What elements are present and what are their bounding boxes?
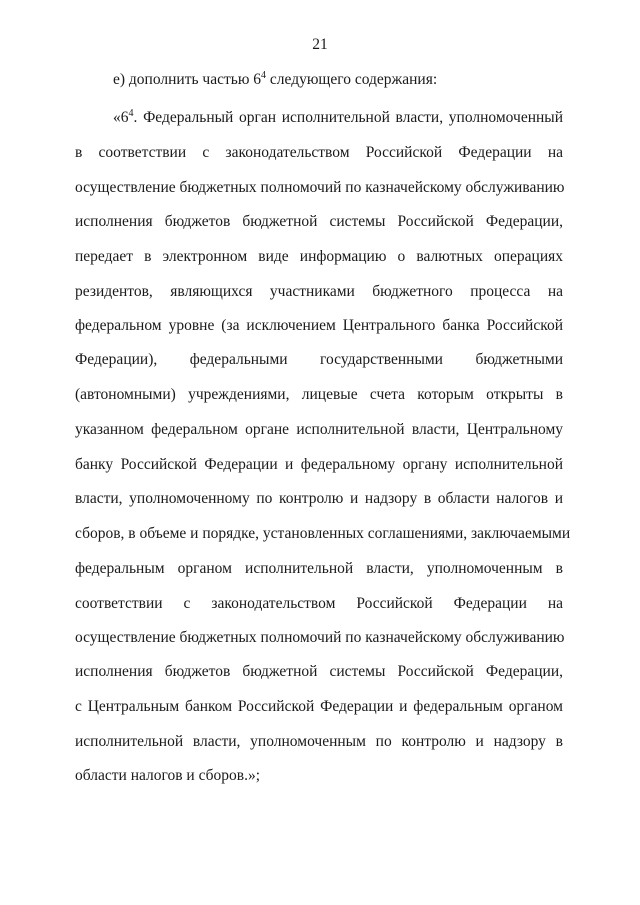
- paragraph-line: исполнительной власти, уполномоченным по контролю и надзору в: [75, 733, 563, 750]
- amendment-intro-text-end: следующего содержания:: [266, 71, 438, 88]
- paragraph-line: указанном федеральном органе исполнительной власти, Центральному: [75, 421, 563, 438]
- paragraph-first-line: [113, 108, 563, 128]
- paragraph-first-line-text: . Федеральный орган исполнительной власти, уполномоченный: [133, 109, 563, 126]
- paragraph-line: федеральным органом исполнительной власти, уполномоченным в: [75, 560, 563, 577]
- paragraph-line: банку Российской Федерации и федеральному органу исполнительной: [75, 456, 563, 473]
- paragraph-line: соответствии с законодательством Российской Федерации на: [75, 595, 563, 612]
- amendment-intro-text: е) дополнить частью 6: [113, 71, 262, 88]
- paragraph-line: осуществление бюджетных полномочий по казначейскому обслуживанию: [75, 629, 565, 646]
- paragraph-line: исполнения бюджетов бюджетной системы Российской Федерации,: [75, 213, 563, 230]
- page-number: 21: [312, 36, 328, 53]
- paragraph-line: осуществление бюджетных полномочий по казначейскому обслуживанию: [75, 179, 565, 196]
- paragraph-line: с Центральным банком Российской Федерации и федеральным органом: [75, 698, 563, 715]
- amendment-intro-superscript: 4: [261, 69, 267, 81]
- paragraph-line: исполнения бюджетов бюджетной системы Российской Федерации,: [75, 663, 563, 680]
- paragraph-first-line-open: «6: [113, 109, 129, 126]
- paragraph-line: федеральном уровне (за исключением Центрального банка Российской: [75, 317, 563, 334]
- paragraph-line: власти, уполномоченному по контролю и надзору в области налогов и: [75, 490, 563, 507]
- amendment-intro: [113, 70, 563, 90]
- paragraph-line: (автономными) учреждениями, лицевые счета которым открыты в: [75, 386, 563, 403]
- paragraph-line: в соответствии с законодательством Российской Федерации на: [75, 144, 563, 161]
- paragraph-last-line: области налогов и сборов.»;: [75, 767, 261, 784]
- paragraph-first-line-superscript: 4: [128, 107, 134, 119]
- paragraph-line: Федерации), федеральными государственными бюджетными: [75, 351, 563, 368]
- paragraph-line: резидентов, являющихся участниками бюджетного процесса на: [75, 283, 563, 300]
- paragraph-line: передает в электронном виде информацию о валютных операциях: [75, 248, 563, 265]
- paragraph-line: сборов, в объеме и порядке, установленных соглашениями, заключаемыми: [75, 525, 571, 542]
